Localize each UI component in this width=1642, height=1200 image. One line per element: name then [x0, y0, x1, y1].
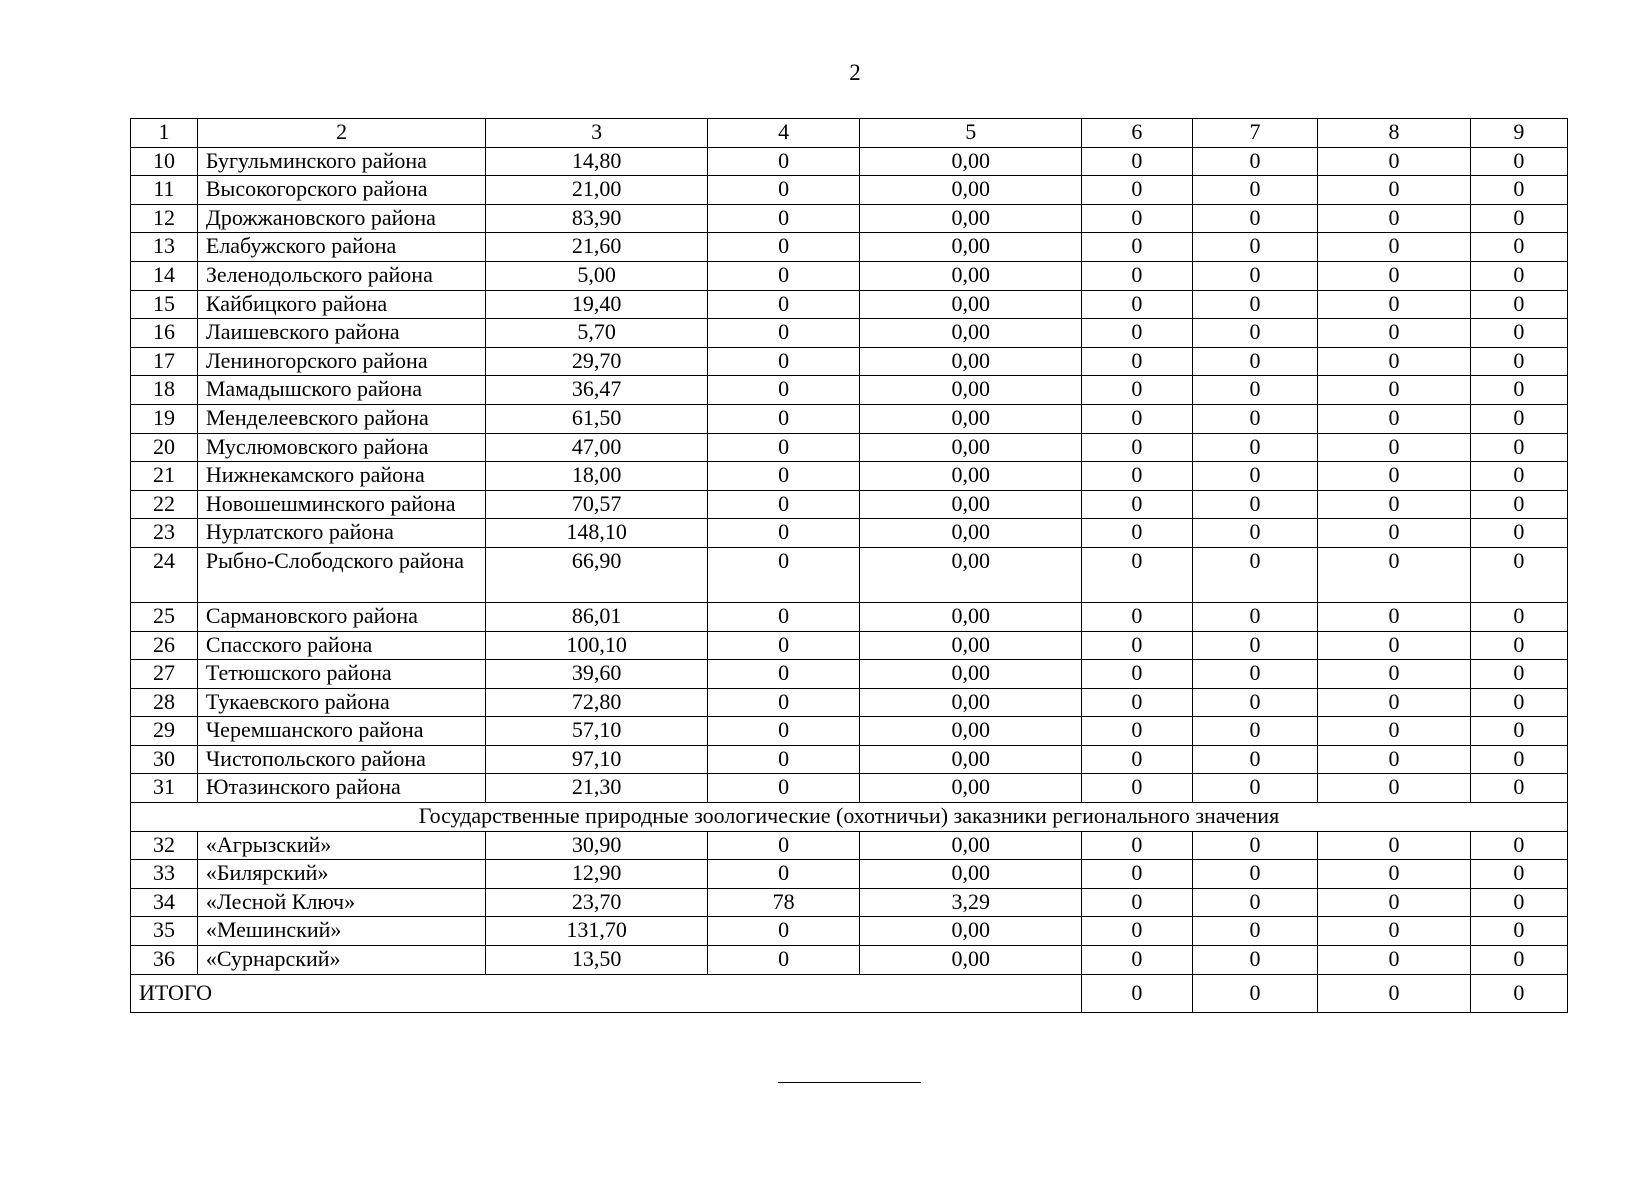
table-row	[131, 888, 1568, 917]
col-8-value: 0	[1318, 774, 1471, 803]
row-name: Высокогорского района	[197, 176, 485, 205]
table-row	[131, 688, 1568, 717]
table-row	[131, 490, 1568, 519]
row-name: Нижнекамского района	[197, 462, 485, 491]
col-6-value: 0	[1081, 204, 1192, 233]
col-4-value: 0	[707, 176, 860, 205]
col-3-value: 18,00	[486, 462, 708, 491]
col-7-value: 0	[1192, 774, 1317, 803]
data-table	[130, 118, 1568, 1013]
col-5-value: 0,00	[860, 490, 1082, 519]
col-8-value: 0	[1318, 946, 1471, 975]
col-8-value: 0	[1318, 717, 1471, 746]
col-6-value: 0	[1081, 490, 1192, 519]
col-8-value: 0	[1318, 660, 1471, 689]
col-5-value: 0,00	[860, 946, 1082, 975]
col-5-value: 0,00	[860, 860, 1082, 889]
row-number: 34	[131, 888, 198, 917]
col-8-value: 0	[1318, 631, 1471, 660]
col-5-value: 0,00	[860, 717, 1082, 746]
table-row	[131, 319, 1568, 348]
table-row	[131, 462, 1568, 491]
row-name: Сармановского района	[197, 602, 485, 631]
col-4-value: 0	[707, 290, 860, 319]
col-3-value: 21,60	[486, 233, 708, 262]
col-7-value: 0	[1192, 745, 1317, 774]
col-9-value: 0	[1470, 347, 1567, 376]
col-3-value: 70,57	[486, 490, 708, 519]
row-name: Черемшанского района	[197, 717, 485, 746]
col-3-value: 66,90	[486, 547, 708, 602]
table-row	[131, 290, 1568, 319]
row-number: 28	[131, 688, 198, 717]
col-8-value: 0	[1318, 261, 1471, 290]
row-number: 26	[131, 631, 198, 660]
col-9-value: 0	[1470, 261, 1567, 290]
col-8-value: 0	[1318, 490, 1471, 519]
table-body	[131, 119, 1568, 1013]
row-number: 13	[131, 233, 198, 262]
col-8-value: 0	[1318, 917, 1471, 946]
col-5-value: 0,00	[860, 745, 1082, 774]
col-3-value: 12,90	[486, 860, 708, 889]
table-row	[131, 176, 1568, 205]
table-row	[131, 602, 1568, 631]
table-row	[131, 404, 1568, 433]
total-label: ИТОГО	[131, 974, 1082, 1012]
row-number: 14	[131, 261, 198, 290]
col-4-value: 0	[707, 233, 860, 262]
col-3-value: 29,70	[486, 347, 708, 376]
col-4-value: 0	[707, 688, 860, 717]
row-number: 23	[131, 519, 198, 548]
table-header-row	[131, 119, 1568, 148]
col-3-value: 148,10	[486, 519, 708, 548]
col-5-value: 0,00	[860, 547, 1082, 602]
col-3-value: 30,90	[486, 831, 708, 860]
row-name: «Сурнарский»	[197, 946, 485, 975]
col-4-value: 0	[707, 774, 860, 803]
row-number: 31	[131, 774, 198, 803]
col-4-value: 0	[707, 147, 860, 176]
col-4-value: 0	[707, 433, 860, 462]
col-6-value: 0	[1081, 519, 1192, 548]
col-8-value: 0	[1318, 404, 1471, 433]
col-7-value: 0	[1192, 204, 1317, 233]
row-number: 17	[131, 347, 198, 376]
row-number: 35	[131, 917, 198, 946]
col-3-value: 61,50	[486, 404, 708, 433]
col-6-value: 0	[1081, 888, 1192, 917]
col-7-value: 0	[1192, 147, 1317, 176]
col-9-value: 0	[1470, 917, 1567, 946]
col-8-value: 0	[1318, 290, 1471, 319]
col-6-value: 0	[1081, 433, 1192, 462]
col-3-value: 39,60	[486, 660, 708, 689]
row-name: Ютазинского района	[197, 774, 485, 803]
col-8-value: 0	[1318, 433, 1471, 462]
col-5-value: 0,00	[860, 433, 1082, 462]
col-4-value: 0	[707, 745, 860, 774]
col-6-value: 0	[1081, 233, 1192, 262]
table-row	[131, 946, 1568, 975]
row-number: 22	[131, 490, 198, 519]
col-9-value: 0	[1470, 688, 1567, 717]
col-9-value: 0	[1470, 831, 1567, 860]
col-9-value: 0	[1470, 433, 1567, 462]
row-number: 19	[131, 404, 198, 433]
col-8-value: 0	[1318, 204, 1471, 233]
col-8-value: 0	[1318, 602, 1471, 631]
column-header: 5	[860, 119, 1082, 148]
col-6-value: 0	[1081, 376, 1192, 405]
col-4-value: 0	[707, 631, 860, 660]
row-name: Спасского района	[197, 631, 485, 660]
col-6-value: 0	[1081, 290, 1192, 319]
col-4-value: 0	[707, 319, 860, 348]
col-6-value: 0	[1081, 462, 1192, 491]
col-5-value: 0,00	[860, 519, 1082, 548]
col-4-value: 0	[707, 717, 860, 746]
row-name: Лаишевского района	[197, 319, 485, 348]
col-5-value: 0,00	[860, 204, 1082, 233]
col-5-value: 0,00	[860, 233, 1082, 262]
row-name: Новошешминского района	[197, 490, 485, 519]
col-9-value: 0	[1470, 490, 1567, 519]
col-8-value: 0	[1318, 376, 1471, 405]
table-row	[131, 631, 1568, 660]
total-value: 0	[1081, 974, 1192, 1012]
col-3-value: 131,70	[486, 917, 708, 946]
table-row	[131, 347, 1568, 376]
col-8-value: 0	[1318, 745, 1471, 774]
table-row	[131, 745, 1568, 774]
col-5-value: 0,00	[860, 631, 1082, 660]
col-4-value: 0	[707, 917, 860, 946]
row-name: «Билярский»	[197, 860, 485, 889]
col-9-value: 0	[1470, 860, 1567, 889]
col-9-value: 0	[1470, 547, 1567, 602]
row-number: 12	[131, 204, 198, 233]
col-3-value: 100,10	[486, 631, 708, 660]
col-9-value: 0	[1470, 176, 1567, 205]
col-4-value: 0	[707, 462, 860, 491]
col-7-value: 0	[1192, 547, 1317, 602]
col-4-value: 0	[707, 519, 860, 548]
col-4-value: 0	[707, 490, 860, 519]
col-6-value: 0	[1081, 831, 1192, 860]
col-7-value: 0	[1192, 347, 1317, 376]
col-4-value: 0	[707, 204, 860, 233]
row-name: Мамадышского района	[197, 376, 485, 405]
col-9-value: 0	[1470, 888, 1567, 917]
col-5-value: 0,00	[860, 917, 1082, 946]
col-7-value: 0	[1192, 631, 1317, 660]
col-5-value: 0,00	[860, 774, 1082, 803]
col-7-value: 0	[1192, 602, 1317, 631]
col-9-value: 0	[1470, 602, 1567, 631]
row-name: Рыбно-Слободского района	[197, 547, 485, 602]
col-9-value: 0	[1470, 745, 1567, 774]
col-4-value: 0	[707, 376, 860, 405]
col-9-value: 0	[1470, 319, 1567, 348]
col-8-value: 0	[1318, 176, 1471, 205]
table-row	[131, 547, 1568, 602]
row-number: 16	[131, 319, 198, 348]
col-7-value: 0	[1192, 404, 1317, 433]
column-header: 9	[1470, 119, 1567, 148]
row-number: 36	[131, 946, 198, 975]
column-header: 6	[1081, 119, 1192, 148]
col-5-value: 0,00	[860, 261, 1082, 290]
col-3-value: 72,80	[486, 688, 708, 717]
row-number: 21	[131, 462, 198, 491]
col-4-value: 78	[707, 888, 860, 917]
col-7-value: 0	[1192, 831, 1317, 860]
col-7-value: 0	[1192, 290, 1317, 319]
col-3-value: 19,40	[486, 290, 708, 319]
end-rule	[778, 1082, 921, 1083]
col-7-value: 0	[1192, 660, 1317, 689]
row-name: «Лесной Ключ»	[197, 888, 485, 917]
col-9-value: 0	[1470, 462, 1567, 491]
row-name: Тукаевского района	[197, 688, 485, 717]
row-number: 29	[131, 717, 198, 746]
column-header: 4	[707, 119, 860, 148]
col-8-value: 0	[1318, 860, 1471, 889]
row-number: 18	[131, 376, 198, 405]
col-5-value: 0,00	[860, 660, 1082, 689]
column-header: 2	[197, 119, 485, 148]
column-header: 7	[1192, 119, 1317, 148]
row-number: 15	[131, 290, 198, 319]
row-number: 25	[131, 602, 198, 631]
col-9-value: 0	[1470, 376, 1567, 405]
col-5-value: 0,00	[860, 290, 1082, 319]
col-9-value: 0	[1470, 774, 1567, 803]
col-3-value: 13,50	[486, 946, 708, 975]
col-6-value: 0	[1081, 745, 1192, 774]
table-row	[131, 433, 1568, 462]
col-7-value: 0	[1192, 433, 1317, 462]
col-7-value: 0	[1192, 176, 1317, 205]
row-name: «Агрызский»	[197, 831, 485, 860]
col-9-value: 0	[1470, 204, 1567, 233]
col-7-value: 0	[1192, 519, 1317, 548]
col-3-value: 36,47	[486, 376, 708, 405]
col-5-value: 0,00	[860, 176, 1082, 205]
col-9-value: 0	[1470, 404, 1567, 433]
table-row	[131, 774, 1568, 803]
col-8-value: 0	[1318, 519, 1471, 548]
col-7-value: 0	[1192, 860, 1317, 889]
col-4-value: 0	[707, 831, 860, 860]
col-7-value: 0	[1192, 319, 1317, 348]
col-4-value: 0	[707, 404, 860, 433]
row-name: Кайбицкого района	[197, 290, 485, 319]
row-number: 24	[131, 547, 198, 602]
table-row	[131, 204, 1568, 233]
row-number: 33	[131, 860, 198, 889]
page-number: 2	[849, 60, 861, 85]
row-number: 11	[131, 176, 198, 205]
col-6-value: 0	[1081, 774, 1192, 803]
col-6-value: 0	[1081, 717, 1192, 746]
col-3-value: 5,70	[486, 319, 708, 348]
row-name: «Мешинский»	[197, 917, 485, 946]
col-3-value: 57,10	[486, 717, 708, 746]
row-number: 30	[131, 745, 198, 774]
col-6-value: 0	[1081, 404, 1192, 433]
col-3-value: 97,10	[486, 745, 708, 774]
row-number: 20	[131, 433, 198, 462]
column-header: 3	[486, 119, 708, 148]
col-5-value: 0,00	[860, 462, 1082, 491]
col-3-value: 14,80	[486, 147, 708, 176]
col-8-value: 0	[1318, 233, 1471, 262]
row-name: Тетюшского района	[197, 660, 485, 689]
table-row	[131, 519, 1568, 548]
col-5-value: 0,00	[860, 376, 1082, 405]
col-8-value: 0	[1318, 831, 1471, 860]
col-6-value: 0	[1081, 147, 1192, 176]
col-4-value: 0	[707, 547, 860, 602]
col-6-value: 0	[1081, 319, 1192, 348]
row-number: 32	[131, 831, 198, 860]
col-5-value: 0,00	[860, 147, 1082, 176]
col-3-value: 83,90	[486, 204, 708, 233]
col-6-value: 0	[1081, 946, 1192, 975]
row-name: Муслюмовского района	[197, 433, 485, 462]
table-row	[131, 917, 1568, 946]
total-value: 0	[1192, 974, 1317, 1012]
total-value: 0	[1470, 974, 1567, 1012]
total-row	[131, 974, 1568, 1012]
col-6-value: 0	[1081, 347, 1192, 376]
row-name: Бугульминского района	[197, 147, 485, 176]
total-value: 0	[1318, 974, 1471, 1012]
col-7-value: 0	[1192, 490, 1317, 519]
section-row	[131, 803, 1568, 832]
table-row	[131, 261, 1568, 290]
row-number: 27	[131, 660, 198, 689]
col-7-value: 0	[1192, 946, 1317, 975]
col-8-value: 0	[1318, 688, 1471, 717]
col-8-value: 0	[1318, 462, 1471, 491]
col-3-value: 21,30	[486, 774, 708, 803]
col-5-value: 0,00	[860, 319, 1082, 348]
col-6-value: 0	[1081, 631, 1192, 660]
col-6-value: 0	[1081, 917, 1192, 946]
table-row	[131, 233, 1568, 262]
col-9-value: 0	[1470, 233, 1567, 262]
col-3-value: 47,00	[486, 433, 708, 462]
col-6-value: 0	[1081, 261, 1192, 290]
row-name: Дрожжановского района	[197, 204, 485, 233]
col-9-value: 0	[1470, 631, 1567, 660]
col-3-value: 86,01	[486, 602, 708, 631]
table-row	[131, 860, 1568, 889]
table-row	[131, 831, 1568, 860]
column-header: 8	[1318, 119, 1471, 148]
col-9-value: 0	[1470, 717, 1567, 746]
col-7-value: 0	[1192, 233, 1317, 262]
col-7-value: 0	[1192, 888, 1317, 917]
col-4-value: 0	[707, 860, 860, 889]
section-title: Государственные природные зоологические (охотничьи) заказники регионального значения	[131, 803, 1568, 832]
row-number: 10	[131, 147, 198, 176]
table-row	[131, 147, 1568, 176]
col-7-value: 0	[1192, 261, 1317, 290]
col-9-value: 0	[1470, 147, 1567, 176]
col-7-value: 0	[1192, 376, 1317, 405]
table-row	[131, 376, 1568, 405]
col-6-value: 0	[1081, 860, 1192, 889]
row-name: Лениногорского района	[197, 347, 485, 376]
col-6-value: 0	[1081, 688, 1192, 717]
col-4-value: 0	[707, 946, 860, 975]
col-9-value: 0	[1470, 290, 1567, 319]
col-4-value: 0	[707, 660, 860, 689]
col-6-value: 0	[1081, 602, 1192, 631]
col-7-value: 0	[1192, 462, 1317, 491]
column-header: 1	[131, 119, 198, 148]
col-7-value: 0	[1192, 688, 1317, 717]
col-8-value: 0	[1318, 347, 1471, 376]
col-8-value: 0	[1318, 147, 1471, 176]
col-8-value: 0	[1318, 319, 1471, 348]
row-name: Чистопольского района	[197, 745, 485, 774]
col-7-value: 0	[1192, 917, 1317, 946]
col-5-value: 0,00	[860, 688, 1082, 717]
col-5-value: 0,00	[860, 602, 1082, 631]
col-9-value: 0	[1470, 946, 1567, 975]
col-9-value: 0	[1470, 660, 1567, 689]
col-4-value: 0	[707, 602, 860, 631]
col-6-value: 0	[1081, 660, 1192, 689]
col-8-value: 0	[1318, 888, 1471, 917]
col-5-value: 0,00	[860, 404, 1082, 433]
col-3-value: 23,70	[486, 888, 708, 917]
row-name: Нурлатского района	[197, 519, 485, 548]
col-6-value: 0	[1081, 176, 1192, 205]
col-4-value: 0	[707, 261, 860, 290]
col-6-value: 0	[1081, 547, 1192, 602]
col-3-value: 5,00	[486, 261, 708, 290]
col-9-value: 0	[1470, 519, 1567, 548]
row-name: Менделеевского района	[197, 404, 485, 433]
col-4-value: 0	[707, 347, 860, 376]
row-name: Елабужского района	[197, 233, 485, 262]
table-row	[131, 660, 1568, 689]
col-5-value: 0,00	[860, 347, 1082, 376]
row-name: Зеленодольского района	[197, 261, 485, 290]
table-row	[131, 717, 1568, 746]
col-3-value: 21,00	[486, 176, 708, 205]
col-5-value: 0,00	[860, 831, 1082, 860]
col-8-value: 0	[1318, 547, 1471, 602]
col-5-value: 3,29	[860, 888, 1082, 917]
col-7-value: 0	[1192, 717, 1317, 746]
